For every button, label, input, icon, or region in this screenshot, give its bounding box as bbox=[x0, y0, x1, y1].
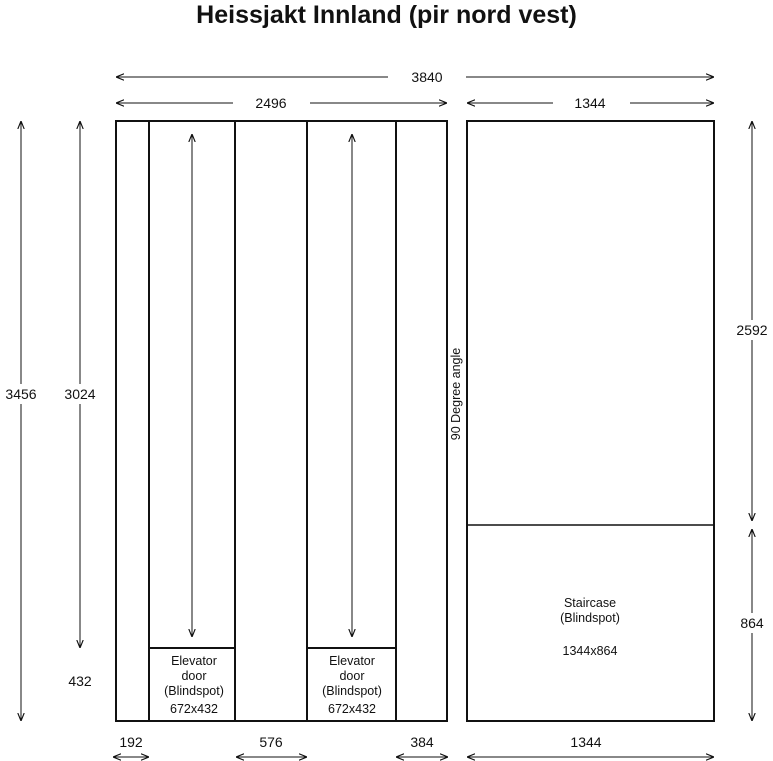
right-panel-outline bbox=[467, 121, 714, 721]
left-margin-label: 192 bbox=[119, 734, 143, 750]
left-panel-outline bbox=[116, 121, 447, 721]
total-width-label: 3840 bbox=[411, 69, 443, 85]
door-1-line2: door bbox=[181, 669, 207, 683]
total-height-label: 3456 bbox=[5, 386, 37, 402]
lower-right-height-label: 864 bbox=[740, 615, 764, 631]
door-1-line3: (Blindspot) bbox=[164, 684, 224, 698]
door-1-line1: Elevator bbox=[171, 654, 217, 668]
bottom-offset-label: 432 bbox=[68, 673, 92, 689]
diagram-title: Heissjakt Innland (pir nord vest) bbox=[196, 1, 577, 29]
staircase-line1: Staircase bbox=[563, 596, 617, 610]
staircase-line2: (Blindspot) bbox=[560, 611, 620, 625]
angle-label: 90 Degree angle bbox=[449, 347, 463, 441]
left-width-label: 2496 bbox=[255, 95, 287, 111]
door-2-line3: (Blindspot) bbox=[322, 684, 382, 698]
staircase-size: 1344x864 bbox=[562, 644, 618, 658]
door-2-line1: Elevator bbox=[329, 654, 375, 668]
right-margin-label: 384 bbox=[410, 734, 434, 750]
door-2-line2: door bbox=[339, 669, 365, 683]
middle-gap-label: 576 bbox=[259, 734, 283, 750]
upper-right-height-label: 2592 bbox=[736, 322, 768, 338]
door-1-size: 672x432 bbox=[170, 702, 218, 716]
right-width-bottom-label: 1344 bbox=[570, 734, 602, 750]
right-width-top-label: 1344 bbox=[574, 95, 606, 111]
door-2-size: 672x432 bbox=[328, 702, 376, 716]
shaft-height-label: 3024 bbox=[64, 386, 96, 402]
